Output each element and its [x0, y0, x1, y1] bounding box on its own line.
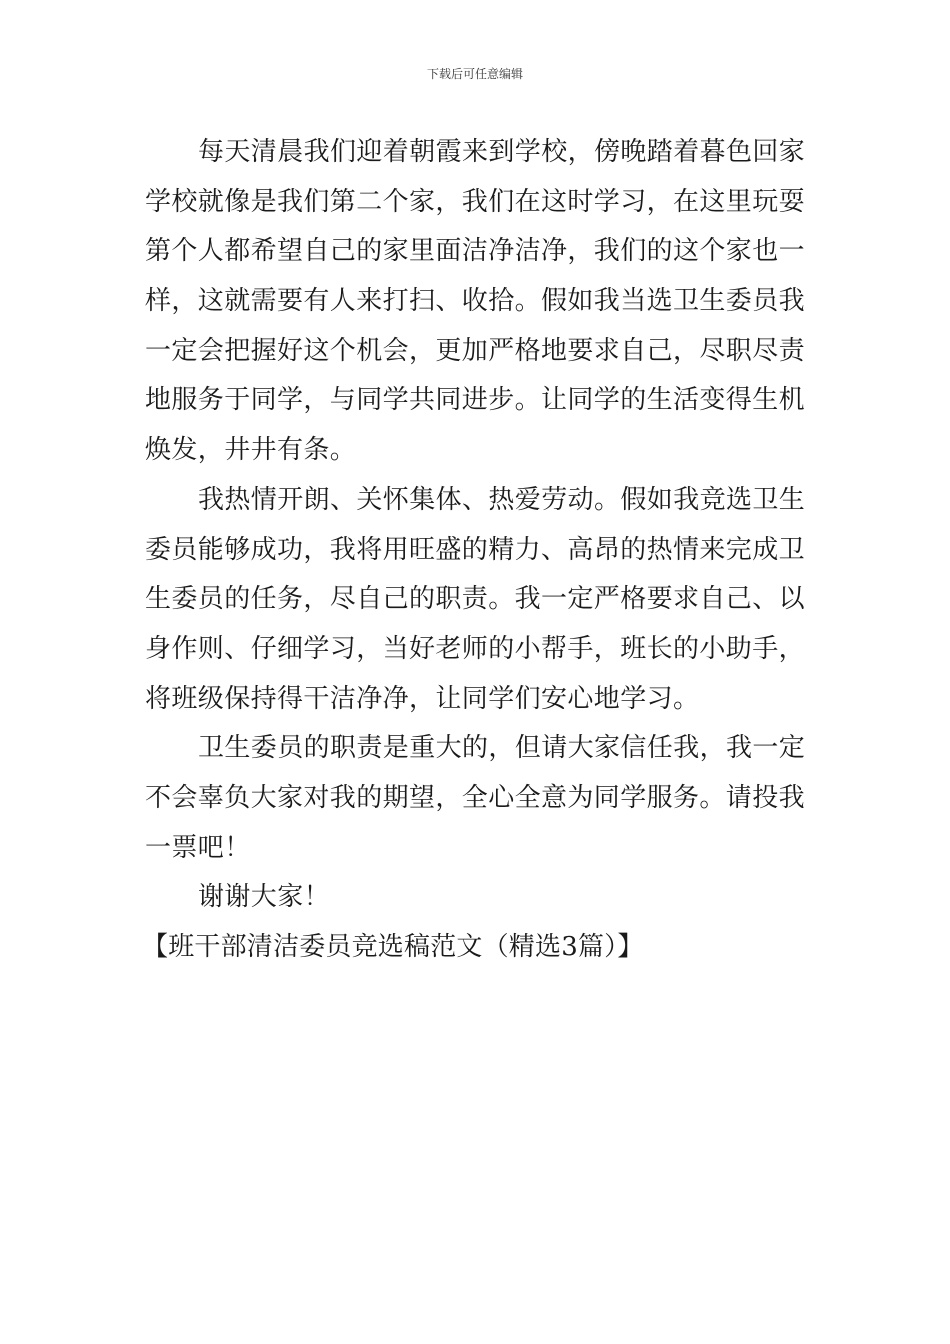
paragraph-line: 学校就像是我们第二个家，我们在这时学习，在这里玩耍: [145, 186, 806, 217]
paragraph-line: 一票吧！: [145, 832, 251, 863]
paragraph-line: 一定会把握好这个机会，更加严格地要求自己，尽职尽责: [145, 335, 806, 366]
paragraph-line: 样，这就需要有人来打扫、收拾。假如我当选卫生委员我: [145, 286, 806, 317]
paragraph-line: 地服务于同学，与同学共同进步。让同学的生活变得生机: [145, 385, 806, 416]
paragraph-line: 委员能够成功，我将用旺盛的精力、高昂的热情来完成卫: [145, 534, 806, 565]
paragraph-line: 不会辜负大家对我的期望，全心全意为同学服务。请投我: [145, 782, 806, 813]
document-title-footer: 【班干部清洁委员竞选稿范文（精选3篇）】: [142, 932, 644, 962]
paragraph-line: 将班级保持得干洁净净，让同学们安心地学习。: [145, 683, 700, 714]
paragraph-line: 卫生委员的职责是重大的，但请大家信任我，我一定: [198, 733, 806, 764]
document-body: [142, 128, 807, 973]
paragraph-line: 第个人都希望自己的家里面洁净洁净，我们的这个家也一: [145, 236, 806, 267]
paragraph-line: 每天清晨我们迎着朝霞来到学校，傍晚踏着暮色回家: [198, 137, 806, 167]
paragraph-line: 身作则、仔细学习，当好老师的小帮手，班长的小助手，: [145, 633, 806, 664]
paragraph-line: 我热情开朗、关怀集体、热爱劳动。假如我竞选卫生: [198, 484, 806, 515]
paragraph-line: 生委员的任务，尽自己的职责。我一定严格要求自己、以: [145, 584, 806, 615]
closing-line: 谢谢大家！: [198, 882, 331, 913]
paragraph-line: 焕发，井井有条。: [145, 435, 357, 466]
header-note: 下载后可任意编辑: [426, 67, 523, 81]
